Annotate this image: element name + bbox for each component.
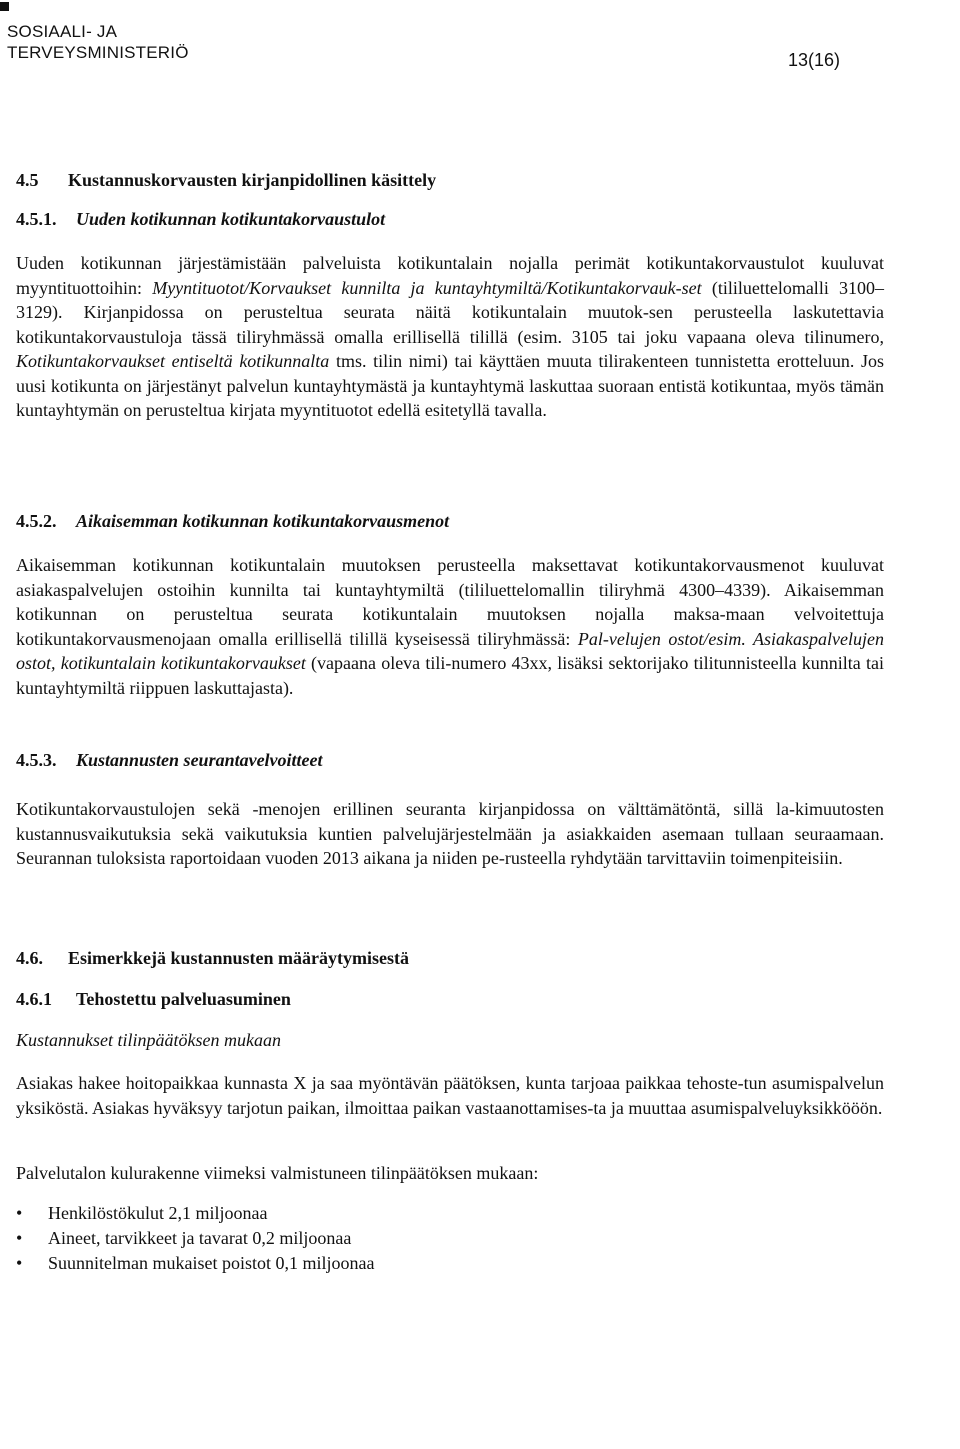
organization-name (7, 21, 189, 63)
paragraph-4-5-1 (16, 251, 884, 423)
list-item (16, 1201, 374, 1226)
heading-number: 4.5.2. (16, 511, 57, 531)
list-item-text: Henkilöstökulut 2,1 miljoonaa (48, 1203, 268, 1223)
logo-square-icon (0, 2, 9, 11)
org-line-2: TERVEYSMINISTERIÖ (7, 43, 189, 62)
paragraph-4-5-2 (16, 553, 884, 700)
heading-number: 4.5 (16, 170, 39, 190)
heading-number: 4.6.1 (16, 989, 52, 1009)
list-item-text: Suunnitelman mukaiset poistot 0,1 miljoonaa (48, 1253, 375, 1273)
heading-4-5-3 (16, 748, 323, 773)
subtitle: Kustannukset tilinpäätöksen mukaan (16, 1030, 281, 1050)
heading-number: 4.5.1. (16, 209, 57, 229)
heading-number: 4.5.3. (16, 750, 57, 770)
list-item (16, 1251, 374, 1276)
cost-list (16, 1201, 374, 1276)
heading-title: Uuden kotikunnan kotikuntakorvaustulot (76, 209, 386, 229)
text-run: tms. tilin nimi) tai käyttäen muuta tilirakenteen tunnistetta erotteluun. Jos uusi kotikunta on järjestänyt palvelun kuntayhtymästä ja kuntayhtymä laskuttaa suoraan entistä kotikuntaa, myös tämän kuntayhtymän on perusteltua kirjata myyntituotot edellä esitetyllä tavalla. (16, 351, 885, 420)
heading-4-5 (16, 168, 436, 193)
text-run: Aikaisemman kotikunnan kotikuntalain muutoksen perusteella maksettavat kotikuntakorvausmenot kuuluvat asiakaspalvelujen ostoihin kunnilta tai kuntayhtymiltä (tililuettelomallin tiliryhmä 4300–4339). Aikaisemman kotikunnan on perusteltua seurata kotikuntalain muutoksen nojalla maksa-maan velvoitettuja kotikuntakorvausmenojaan omalla erillisellä tilillä kyseisessä tiliryhmässä: (16, 555, 884, 649)
italic-run: Pal-velujen ostot/esim. Asiakaspalvelujen ostot, kotikuntalain kotikuntakorvaukset (16, 628, 884, 673)
heading-number: 4.6. (16, 948, 43, 968)
heading-4-6 (16, 946, 409, 971)
paragraph-cost-structure: Palvelutalon kulurakenne viimeksi valmistuneen tilinpäätöksen mukaan: (16, 1163, 539, 1183)
heading-4-6-1 (16, 987, 291, 1012)
italic-run: Kotikuntakorvaukset entiseltä kotikunnalta (16, 351, 330, 371)
paragraph-4-5-3: Kotikuntakorvaustulojen sekä -menojen erillinen seuranta kirjanpidossa on välttämätöntä, sillä la-kimuutosten kustannusvaikutuksia sekä vaikutuksia kuntien palvelujärjestelmään ja asiakkaiden asemaan tullaan seuraamaan. Seurannan tuloksista raportoidaan vuoden 2013 aikana ja niiden pe-rusteella ryhdytään tarvittaviin toimenpiteisiin. (16, 799, 884, 868)
text-run: Uuden kotikunnan järjestämistään palveluista kotikuntalain nojalla perimät kotikuntakorvaustulot kuuluvat myyntituottoihin: (16, 253, 884, 298)
heading-title: Kustannusten seurantavelvoitteet (76, 750, 323, 770)
bullet-icon: • (16, 1253, 23, 1273)
page-number: 13(16) (788, 50, 841, 70)
bullet-icon: • (16, 1203, 23, 1223)
heading-title: Tehostettu palveluasuminen (76, 989, 291, 1009)
paragraph-4-6-1: Asiakas hakee hoitopaikkaa kunnasta X ja saa myöntävän päätöksen, kunta tarjoaa paikkaa tehoste-tun asumispalvelun yksiköstä. Asiakas hyväksyy tarjotun paikan, ilmoittaa paikan vastaanottamises-ta ja muuttaa asumispalveluyksikkööön. (16, 1073, 884, 1118)
list-item (16, 1226, 374, 1251)
text-run: (tililuettelomalli 3100–3129). Kirjanpidossa on perusteltua seurata näitä kotikuntalain muutok-sen perusteella laskutettavia kotikuntakorvaustuloja tässä tiliryhmässä omalla erillisellä tilillä (esim. 3105 tai joku vapaana oleva tilinumero, (16, 277, 884, 347)
org-line-1: SOSIAALI- JA (7, 22, 118, 41)
italic-run: Myyntituotot/Korvaukset kunnilta ja kuntayhtymiltä/Kotikuntakorvauk-set (152, 277, 702, 298)
list-item-text: Aineet, tarvikkeet ja tavarat 0,2 miljoonaa (48, 1228, 352, 1248)
heading-title: Kustannuskorvausten kirjanpidollinen käsittely (68, 170, 437, 190)
text-run: (vapaana oleva tili-numero 43xx, lisäksi sektorijako tilitunnisteella kunnilta tai kuntayhtymiltä riippuen laskuttajasta). (16, 653, 884, 698)
heading-4-5-2 (16, 509, 449, 534)
heading-4-5-1 (16, 207, 385, 232)
heading-title: Aikaisemman kotikunnan kotikuntakorvausmenot (76, 511, 450, 531)
heading-title: Esimerkkejä kustannusten määräytymisestä (68, 948, 410, 968)
bullet-icon: • (16, 1228, 23, 1248)
